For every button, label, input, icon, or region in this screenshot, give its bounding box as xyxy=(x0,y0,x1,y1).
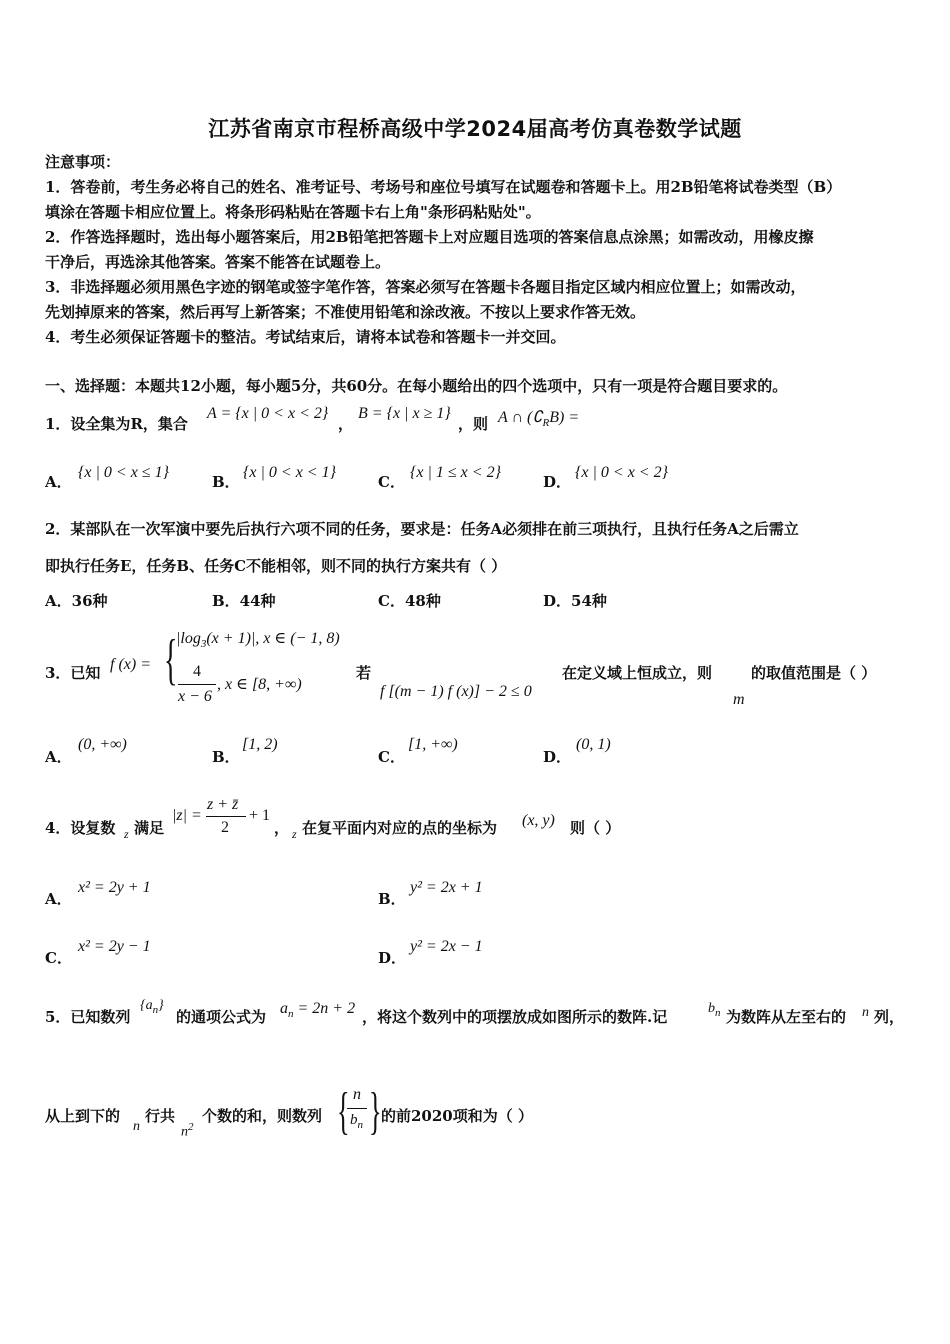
q5-general-term: $a_n = 2n + 2$ xyxy=(280,1000,356,1021)
q1-option-c-label: C． xyxy=(378,473,405,491)
q1-option-b: {x | 0 < x < 1} xyxy=(243,464,336,481)
q4-option-c-label: C． xyxy=(45,949,72,967)
q4-modulus: |z| = xyxy=(172,807,202,824)
q3-option-c: [1, +∞) xyxy=(408,736,458,753)
q1-comma: ， xyxy=(338,415,354,433)
q2-option-a: A．36种 xyxy=(45,592,108,610)
q3-case2-denominator: x − 6 xyxy=(178,688,212,705)
q4-z2: z xyxy=(292,827,297,841)
q3-option-b: [1, 2) xyxy=(242,736,278,753)
q5-left-brace: { xyxy=(337,1083,350,1140)
q4-option-b-label: B． xyxy=(378,890,406,908)
q3-option-a: (0, +∞) xyxy=(78,736,127,753)
q4-option-d-label: D． xyxy=(378,949,407,967)
q2-option-d: D．54种 xyxy=(543,592,607,610)
q4-coords: (x, y) xyxy=(522,812,555,829)
q1-option-b-label: B． xyxy=(212,473,240,491)
notice-line: 2．作答选择题时，选出每小题答案后，用2B铅笔把答题卡上对应题目选项的答案信息点涂黑；如需改动，用橡皮擦 xyxy=(45,228,814,246)
notice-line: 填涂在答题卡相应位置上。将条形码粘贴在答题卡右上角"条形码粘贴处"。 xyxy=(45,203,541,221)
q1-expression: A ∩ $(∁_RB)$ = xyxy=(498,409,580,430)
q5-frac-bar xyxy=(347,1108,367,1109)
q3-fraction-bar xyxy=(178,684,216,685)
q2-option-b: B．44种 xyxy=(212,592,276,610)
q5-formula-label: 的通项公式为 xyxy=(176,1008,267,1026)
q3-m: m xyxy=(733,691,745,708)
q1-option-d: {x | 0 < x < 2} xyxy=(575,464,668,481)
q1-option-d-label: D． xyxy=(543,473,572,491)
q4-z: z xyxy=(124,827,129,841)
q5-right-brace: } xyxy=(369,1083,382,1140)
q3-case2-numerator: 4 xyxy=(193,663,201,680)
q5-n-squared: $n^2$ xyxy=(181,1121,194,1140)
q4-option-a-label: A． xyxy=(45,890,72,908)
notice-line: 3．非选择题必须用黑色字迹的钢笔或签字笔作答，答案必须写在答题卡各题目指定区域内相应位置上；如需改动， xyxy=(45,278,806,296)
q4-stem: 4．设复数 xyxy=(45,819,116,837)
q4-stem-end: 则（ ） xyxy=(570,819,621,837)
q3-option-a-label: A． xyxy=(45,748,72,766)
q3-function: f (x) = xyxy=(110,656,151,673)
q5-n: n xyxy=(862,1005,869,1020)
notice-line: 1．答卷前，考生务必将自己的姓名、准考证号、考场号和座位号填写在试题卷和答题卡上。用2B铅笔将试卷类型（B） xyxy=(45,178,842,196)
q1-set-b: B = {x | x ≥ 1} xyxy=(358,405,451,422)
q5-stem-end: 列， xyxy=(874,1008,905,1026)
q3-stem-mid: 在定义域上恒成立，则 xyxy=(562,664,713,682)
q1-option-c: {x | 1 ≤ x < 2} xyxy=(410,464,501,481)
q5-line2-d: 的前2020项和为（ ） xyxy=(381,1107,533,1125)
q3-stem: 3．已知 xyxy=(45,664,101,682)
q1-option-a: {x | 0 < x ≤ 1} xyxy=(78,464,169,481)
q5-sequence: $\{a_n\}$ xyxy=(140,998,164,1016)
q3-option-d-label: D． xyxy=(543,748,572,766)
q1-option-a-label: A． xyxy=(45,473,72,491)
notice-line: 先划掉原来的答案，然后再写上新答案；不准使用铅笔和涂改液。不按以上要求作答无效。 xyxy=(45,303,646,321)
q5-bn: $b_n$ xyxy=(708,1001,721,1019)
q1-then: ，则 xyxy=(458,415,489,433)
q5-line2-a: 从上到下的 xyxy=(45,1107,121,1125)
q4-option-b: y² = 2x + 1 xyxy=(410,879,483,896)
page-title: 江苏省南京市程桥高级中学2024届高考仿真卷数学试题 xyxy=(208,117,742,141)
q5-line2-c: 个数的和，则数列 xyxy=(202,1107,323,1125)
q5-n2: n xyxy=(133,1119,140,1134)
q3-stem-end: 的取值范围是（ ） xyxy=(751,664,877,682)
notice-heading: 注意事项： xyxy=(45,153,121,171)
q4-plus-one: + 1 xyxy=(249,807,271,824)
q4-fraction-bar xyxy=(206,816,246,817)
section-heading: 一、选择题：本题共12小题，每小题5分，共60分。在每小题给出的四个选项中，只有一项是符合题目要求的。 xyxy=(45,377,788,395)
q4-comma: ， xyxy=(274,819,290,837)
q3-case1: $|\log_3(x + 1)|$, x ∈ (− 1, 8) xyxy=(176,630,340,651)
q1-set-a: A = {x | 0 < x < 2} xyxy=(207,405,329,422)
q5-stem: 5．已知数列 xyxy=(45,1008,131,1026)
q5-line2-b: 行共 xyxy=(145,1107,176,1125)
q3-if: 若 xyxy=(356,664,372,682)
q3-option-c-label: C． xyxy=(378,748,405,766)
q4-stem-mid: 在复平面内对应的点的坐标为 xyxy=(302,819,498,837)
q3-condition: f [(m − 1) f (x)] − 2 ≤ 0 xyxy=(380,683,532,700)
q3-option-d: (0, 1) xyxy=(576,736,611,753)
q4-denominator: 2 xyxy=(221,819,229,836)
q4-option-c: x² = 2y − 1 xyxy=(78,938,151,955)
q4-satisfies: 满足 xyxy=(134,819,165,837)
notice-line: 4．考生必须保证答题卡的整洁。考试结束后，请将本试卷和答题卡一并交回。 xyxy=(45,328,566,346)
q5-frac-denominator: $b_n$ xyxy=(350,1112,363,1131)
q3-brace: { xyxy=(164,629,178,691)
q3-option-b-label: B． xyxy=(212,748,240,766)
q5-stem-col: 为数阵从左至右的 xyxy=(726,1008,847,1026)
q4-numerator: z + z̄ xyxy=(207,796,239,813)
q1-stem: 1．设全集为R，集合 xyxy=(45,415,188,433)
q5-stem-mid: ，将这个数列中的项摆放成如图所示的数阵.记 xyxy=(362,1008,668,1026)
q5-frac-numerator: n xyxy=(353,1086,361,1103)
q2-stem-line1: 2．某部队在一次军演中要先后执行六项不同的任务，要求是：任务A必须排在前三项执行，且执行任务A之后需立 xyxy=(45,520,799,538)
q2-option-c: C．48种 xyxy=(378,592,441,610)
q4-option-a: x² = 2y + 1 xyxy=(78,879,151,896)
q4-option-d: y² = 2x − 1 xyxy=(410,938,483,955)
q3-case2: , x ∈ [8, +∞) xyxy=(217,676,302,693)
q2-stem-line2: 即执行任务E，任务B、任务C不能相邻，则不同的执行方案共有（ ） xyxy=(45,557,507,575)
notice-line: 干净后，再选涂其他答案。答案不能答在试题卷上。 xyxy=(45,253,391,271)
